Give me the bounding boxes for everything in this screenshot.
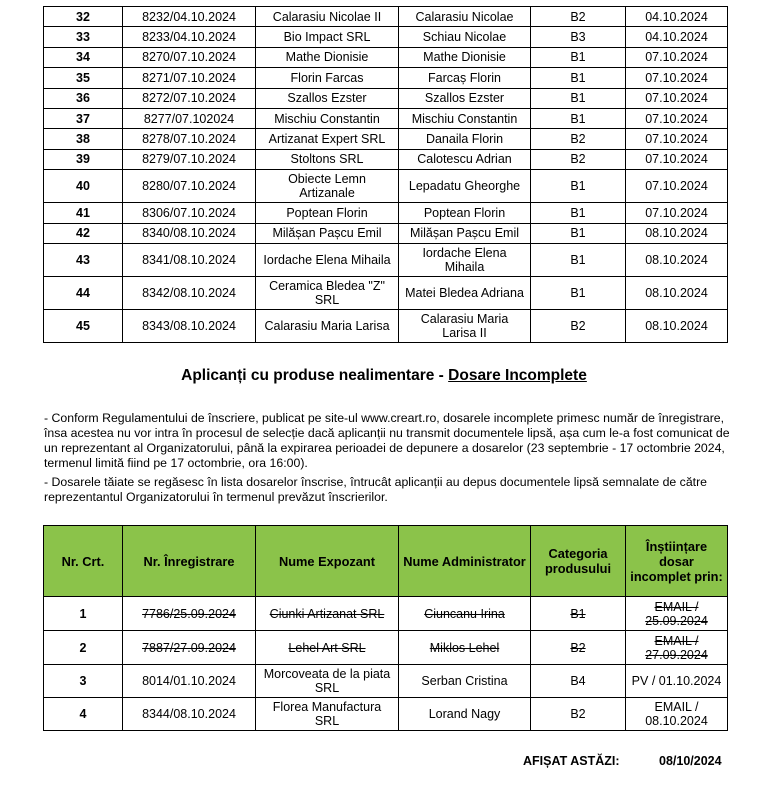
table-row <box>44 698 728 731</box>
notification: PV / 01.10.2024 <box>626 665 728 698</box>
table-row <box>44 108 728 128</box>
product-category: B2 <box>531 631 626 665</box>
administrator-name: Serban Cristina <box>399 665 531 698</box>
registration-number: 8279/07.10.2024 <box>123 149 256 169</box>
table-row <box>44 170 728 203</box>
table-row <box>44 243 728 276</box>
product-category: B2 <box>531 309 626 342</box>
administrator-name: Iordache Elena Mihaila <box>399 243 531 276</box>
administrator-name: Calarasiu Nicolae <box>399 7 531 27</box>
incomplete-files-table <box>43 525 728 731</box>
exhibitor-name: Florin Farcas <box>256 68 399 88</box>
exhibitor-name: Szallos Ezster <box>256 88 399 108</box>
date: 07.10.2024 <box>626 129 728 149</box>
administrator-name: Danaila Florin <box>399 129 531 149</box>
row-number: 2 <box>44 631 123 665</box>
product-category: B1 <box>531 243 626 276</box>
table-row <box>44 88 728 108</box>
registration-number: 8341/08.10.2024 <box>123 243 256 276</box>
product-category: B1 <box>531 68 626 88</box>
row-number: 1 <box>44 597 123 631</box>
exhibitor-name: Calarasiu Maria Larisa <box>256 309 399 342</box>
row-number: 37 <box>44 108 123 128</box>
registration-number: 8233/04.10.2024 <box>123 27 256 47</box>
registration-number: 8306/07.10.2024 <box>123 203 256 223</box>
registration-number: 7786/25.09.2024 <box>123 597 256 631</box>
date: 07.10.2024 <box>626 108 728 128</box>
date: 08.10.2024 <box>626 223 728 243</box>
administrator-name: Ciuncanu Irina <box>399 597 531 631</box>
product-category: B1 <box>531 203 626 223</box>
section-title-underlined: Dosare Incomplete <box>448 367 587 384</box>
registration-number: 8340/08.10.2024 <box>123 223 256 243</box>
row-number: 45 <box>44 309 123 342</box>
administrator-name: Calarasiu Maria Larisa II <box>399 309 531 342</box>
date: 07.10.2024 <box>626 68 728 88</box>
table-row <box>44 68 728 88</box>
registration-number: 8342/08.10.2024 <box>123 276 256 309</box>
table-row <box>44 276 728 309</box>
product-category: B2 <box>531 7 626 27</box>
product-category: B1 <box>531 108 626 128</box>
header-registration-number: Nr. Înregistrare <box>123 526 256 597</box>
row-number: 41 <box>44 203 123 223</box>
row-number: 39 <box>44 149 123 169</box>
administrator-name: Mischiu Constantin <box>399 108 531 128</box>
table-row <box>44 203 728 223</box>
table-row <box>44 597 728 631</box>
exhibitor-name: Mathe Dionisie <box>256 47 399 67</box>
registration-number: 8344/08.10.2024 <box>123 698 256 731</box>
product-category: B1 <box>531 597 626 631</box>
registration-number: 8277/07.102024 <box>123 108 256 128</box>
table-row <box>44 665 728 698</box>
registration-number: 8271/07.10.2024 <box>123 68 256 88</box>
registered-applicants-table <box>43 6 728 343</box>
registration-number: 8014/01.10.2024 <box>123 665 256 698</box>
product-category: B4 <box>531 665 626 698</box>
row-number: 3 <box>44 665 123 698</box>
administrator-name: Schiau Nicolae <box>399 27 531 47</box>
notification: EMAIL / 27.09.2024 <box>626 631 728 665</box>
date: 08.10.2024 <box>626 276 728 309</box>
table-row <box>44 27 728 47</box>
table-row <box>44 309 728 342</box>
exhibitor-name: Calarasiu Nicolae II <box>256 7 399 27</box>
table-header-row <box>44 526 728 597</box>
administrator-name: Milășan Pașcu Emil <box>399 223 531 243</box>
exhibitor-name: Bio Impact SRL <box>256 27 399 47</box>
date: 07.10.2024 <box>626 170 728 203</box>
administrator-name: Lorand Nagy <box>399 698 531 731</box>
header-exhibitor-name: Nume Expozant <box>256 526 399 597</box>
header-nr-crt: Nr. Crt. <box>44 526 123 597</box>
table-row <box>44 223 728 243</box>
exhibitor-name: Ciunki Artizanat SRL <box>256 597 399 631</box>
registration-number: 8232/04.10.2024 <box>123 7 256 27</box>
exhibitor-name: Florea Manufactura SRL <box>256 698 399 731</box>
notification: EMAIL / 08.10.2024 <box>626 698 728 731</box>
note-regulation: - Conform Regulamentului de înscriere, publicat pe site-ul www.creart.ro, dosarele incomplete primesc număr de înregistrare, însa acestea nu vor intra în procesul de selecție dacă aplicanții nu transmit documentele lipsă, așa cum le-a fost comunicat de un reprezentant al Organizatorului, până la expirarea perioadei de depunere a dosarelor (23 septembrie - 17 octombrie 2024, termenul limită fiind pe 17 octombrie, ora 16:00). <box>44 411 730 470</box>
row-number: 36 <box>44 88 123 108</box>
administrator-name: Farcaș Florin <box>399 68 531 88</box>
date: 07.10.2024 <box>626 149 728 169</box>
table-row <box>44 631 728 665</box>
row-number: 4 <box>44 698 123 731</box>
row-number: 32 <box>44 7 123 27</box>
product-category: B3 <box>531 27 626 47</box>
date: 04.10.2024 <box>626 7 728 27</box>
registration-number: 7887/27.09.2024 <box>123 631 256 665</box>
product-category: B2 <box>531 698 626 731</box>
administrator-name: Szallos Ezster <box>399 88 531 108</box>
exhibitor-name: Artizanat Expert SRL <box>256 129 399 149</box>
section-notes <box>44 411 734 509</box>
row-number: 40 <box>44 170 123 203</box>
row-number: 35 <box>44 68 123 88</box>
exhibitor-name: Morcoveata de la piata SRL <box>256 665 399 698</box>
exhibitor-name: Poptean Florin <box>256 203 399 223</box>
row-number: 33 <box>44 27 123 47</box>
date: 07.10.2024 <box>626 88 728 108</box>
administrator-name: Calotescu Adrian <box>399 149 531 169</box>
date: 07.10.2024 <box>626 47 728 67</box>
notification: EMAIL / 25.09.2024 <box>626 597 728 631</box>
row-number: 34 <box>44 47 123 67</box>
row-number: 44 <box>44 276 123 309</box>
administrator-name: Poptean Florin <box>399 203 531 223</box>
administrator-name: Miklos Lehel <box>399 631 531 665</box>
product-category: B1 <box>531 47 626 67</box>
product-category: B1 <box>531 276 626 309</box>
product-category: B2 <box>531 129 626 149</box>
table-row <box>44 7 728 27</box>
date: 08.10.2024 <box>626 309 728 342</box>
exhibitor-name: Mischiu Constantin <box>256 108 399 128</box>
section-title-prefix: Aplicanți cu produse nealimentare - <box>181 367 449 384</box>
administrator-name: Mathe Dionisie <box>399 47 531 67</box>
registration-number: 8272/07.10.2024 <box>123 88 256 108</box>
exhibitor-name: Obiecte Lemn Artizanale <box>256 170 399 203</box>
table-row <box>44 47 728 67</box>
posted-label: AFIȘAT ASTĂZI: <box>523 754 620 768</box>
product-category: B1 <box>531 223 626 243</box>
section-title <box>0 367 768 385</box>
date: 07.10.2024 <box>626 203 728 223</box>
date: 08.10.2024 <box>626 243 728 276</box>
date: 04.10.2024 <box>626 27 728 47</box>
registration-number: 8278/07.10.2024 <box>123 129 256 149</box>
header-notification: Înștiințare dosar incomplet prin: <box>626 526 728 597</box>
row-number: 43 <box>44 243 123 276</box>
exhibitor-name: Ceramica Bledea "Z" SRL <box>256 276 399 309</box>
row-number: 38 <box>44 129 123 149</box>
header-administrator-name: Nume Administrator <box>399 526 531 597</box>
administrator-name: Lepadatu Gheorghe <box>399 170 531 203</box>
registration-number: 8343/08.10.2024 <box>123 309 256 342</box>
registration-number: 8270/07.10.2024 <box>123 47 256 67</box>
table-row <box>44 149 728 169</box>
header-product-category: Categoria produsului <box>531 526 626 597</box>
table-row <box>44 129 728 149</box>
row-number: 42 <box>44 223 123 243</box>
exhibitor-name: Milășan Pașcu Emil <box>256 223 399 243</box>
product-category: B1 <box>531 88 626 108</box>
product-category: B1 <box>531 170 626 203</box>
administrator-name: Matei Bledea Adriana <box>399 276 531 309</box>
exhibitor-name: Iordache Elena Mihaila <box>256 243 399 276</box>
posted-date: 08/10/2024 <box>659 754 722 768</box>
registration-number: 8280/07.10.2024 <box>123 170 256 203</box>
product-category: B2 <box>531 149 626 169</box>
exhibitor-name: Stoltons SRL <box>256 149 399 169</box>
exhibitor-name: Lehel Art SRL <box>256 631 399 665</box>
note-struck-files: - Dosarele tăiate se regăsesc în lista dosarelor înscrise, întrucât aplicanții au depus documentele lipsă semnalate de către reprezentantul Organizatorului în termenul prevăzut înscrierilor. <box>44 475 708 504</box>
